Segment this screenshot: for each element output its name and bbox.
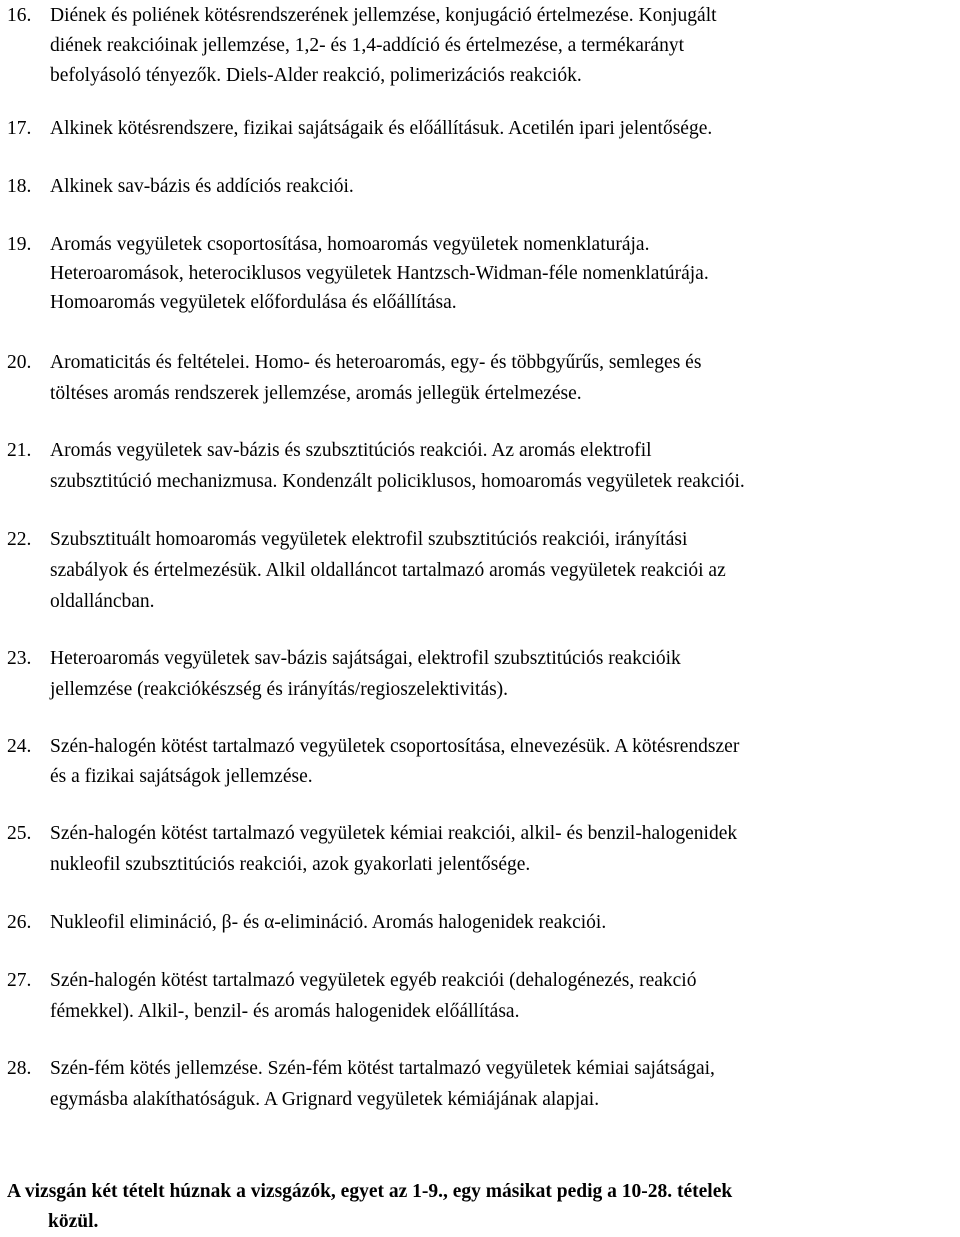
item-text-line: nukleofil szubsztitúciós reakciói, azok gyakorlati jelentősége. [50,854,531,875]
exam-note-line-2: közül. [48,1211,99,1232]
item-text-line: töltéses aromás rendszerek jellemzése, aromás jellegük értelmezése. [50,383,582,404]
item-text-line: Aromaticitás és feltételei. Homo- és heteroaromás, egy- és többgyűrűs, semleges és [50,352,702,373]
item-number: 23. [7,648,32,669]
item-text-line: Alkinek sav-bázis és addíciós reakciói. [50,176,354,197]
item-number: 17. [7,118,32,139]
item-text-line: Aromás vegyületek sav-bázis és szubsztitúciós reakciói. Az aromás elektrofil [50,440,652,461]
item-text-line: befolyásoló tényezők. Diels-Alder reakció, polimerizációs reakciók. [50,65,582,86]
item-text-line: Heteroaromások, heterociklusos vegyületek Hantzsch-Widman-féle nomenklatúrája. [50,263,709,284]
item-text-line: egymásba alakíthatóságuk. A Grignard vegyületek kémiájának alapjai. [50,1089,600,1110]
item-text-line: oldalláncban. [50,591,155,612]
item-text-line: Szén-halogén kötést tartalmazó vegyületek csoportosítása, elnevezésük. A kötésrendszer [50,736,740,757]
item-text-line: Szén-halogén kötést tartalmazó vegyületek egyéb reakciói (dehalogénezés, reakció [50,970,697,991]
item-text-line: fémekkel). Alkil-, benzil- és aromás halogenidek előállítása. [50,1001,520,1022]
item-text-line: és a fizikai sajátságok jellemzése. [50,766,313,787]
exam-note [7,1177,952,1237]
item-number: 27. [7,970,32,991]
item-text-line: Aromás vegyületek csoportosítása, homoaromás vegyületek nomenklaturája. [50,234,650,255]
item-text-line: szubsztitúció mechanizmusa. Kondenzált policiklusos, homoaromás vegyületek reakciói. [50,471,745,492]
item-text-line: szabályok és értelmezésük. Alkil oldalláncot tartalmazó aromás vegyületek reakciói az [50,560,726,581]
item-text-line: Homoaromás vegyületek előfordulása és előállítása. [50,292,457,313]
item-text-line: Diének és poliének kötésrendszerének jellemzése, konjugáció értelmezése. Konjugált [50,5,717,26]
item-text-line: Nukleofil elimináció, β- és α-elimináció. Aromás halogenidek reakciói. [50,912,607,933]
item-text-line: diének reakcióinak jellemzése, 1,2- és 1,4-addíció és értelmezése, a termékarányt [50,35,684,56]
item-number: 19. [7,234,32,255]
item-text-line: Szén-fém kötés jellemzése. Szén-fém kötést tartalmazó vegyületek kémiai sajátságai, [50,1058,715,1079]
item-number: 21. [7,440,32,461]
item-text-line: Szubsztituált homoaromás vegyületek elektrofil szubsztitúciós reakciói, irányítási [50,529,688,550]
item-number: 24. [7,736,32,757]
item-text-line: jellemzése (reakciókészség és irányítás/regioszelektivitás). [50,679,509,700]
item-text-line: Heteroaromás vegyületek sav-bázis sajátságai, elektrofil szubsztitúciós reakcióik [50,648,681,669]
item-number: 20. [7,352,32,373]
item-number: 26. [7,912,32,933]
item-number: 28. [7,1058,32,1079]
item-number: 18. [7,176,32,197]
item-text-line: Szén-halogén kötést tartalmazó vegyületek kémiai reakciói, alkil- és benzil-halogenidek [50,823,738,844]
item-number: 22. [7,529,32,550]
item-text-line: Alkinek kötésrendszere, fizikai sajátságaik és előállításuk. Acetilén ipari jelentősége. [50,118,713,139]
item-number: 16. [7,5,32,26]
exam-note-line-1: A vizsgán két tételt húznak a vizsgázók, egyet az 1-9., egy másikat pedig a 10-28. tételek [7,1181,733,1202]
item-number: 25. [7,823,32,844]
